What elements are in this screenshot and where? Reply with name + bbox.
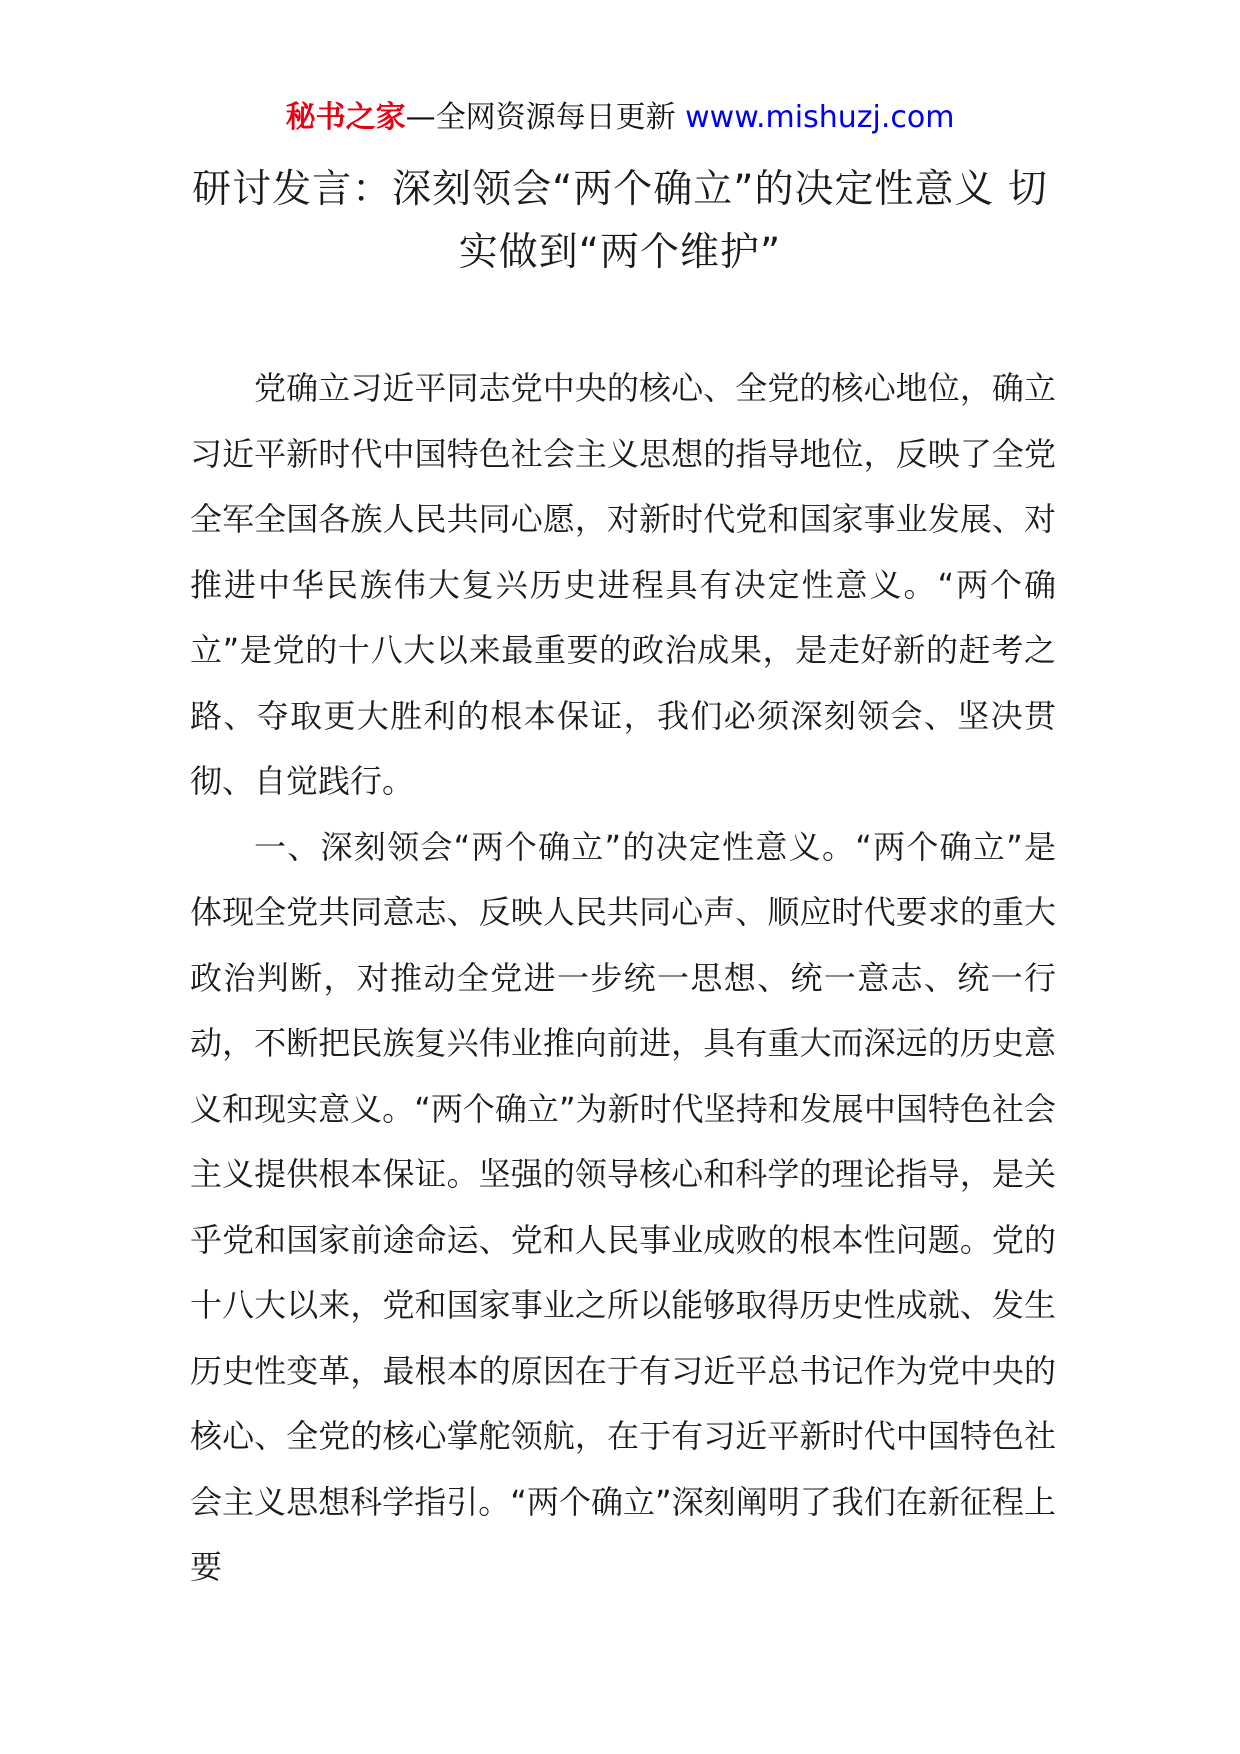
paragraph-intro: 党确立习近平同志党中央的核心、全党的核心地位，确立习近平新时代中国特色社会主义思想的指导地位，反映了全党全军全国各族人民共同心愿，对新时代党和国家事业发展、对推进中华民族伟大复兴历史进程具有决定性意义。“两个确立”是党的十八大以来最重要的政治成果，是走好新的赶考之路、夺取更大胜利的根本保证，我们必须深刻领会、坚决贯彻、自觉践行。	[190, 369, 1056, 800]
document-title: 研讨发言：深刻领会“两个确立”的决定性意义 切实做到“两个维护”	[192, 167, 1048, 275]
site-tagline: —全网资源每日更新	[405, 100, 686, 135]
site-url-link[interactable]: www.mishuzj.com	[685, 100, 955, 135]
site-brand: 秘书之家	[285, 100, 406, 135]
paragraph-section-one: 一、深刻领会“两个确立”的决定性意义。“两个确立”是体现全党共同意志、反映人民共同心声、顺应时代要求的重大政治判断，对推动全党进一步统一思想、统一意志、统一行动，不断把民族复兴伟业推向前进，具有重大而深远的历史意义和现实意义。“两个确立”为新时代坚持和发展中国特色社会主义提供根本保证。坚强的领导核心和科学的理论指导，是关乎党和国家前途命运、党和人民事业成败的根本性问题。党的十八大以来，党和国家事业之所以能够取得历史性成就、发生历史性变革，最根本的原因在于有习近平总书记作为党中央的核心、全党的核心掌舵领航，在于有习近平新时代中国特色社会主义思想科学指引。“两个确立”深刻阐明了我们在新征程上要	[190, 827, 1056, 1586]
document-body	[190, 356, 1056, 1601]
site-header	[0, 98, 1240, 138]
